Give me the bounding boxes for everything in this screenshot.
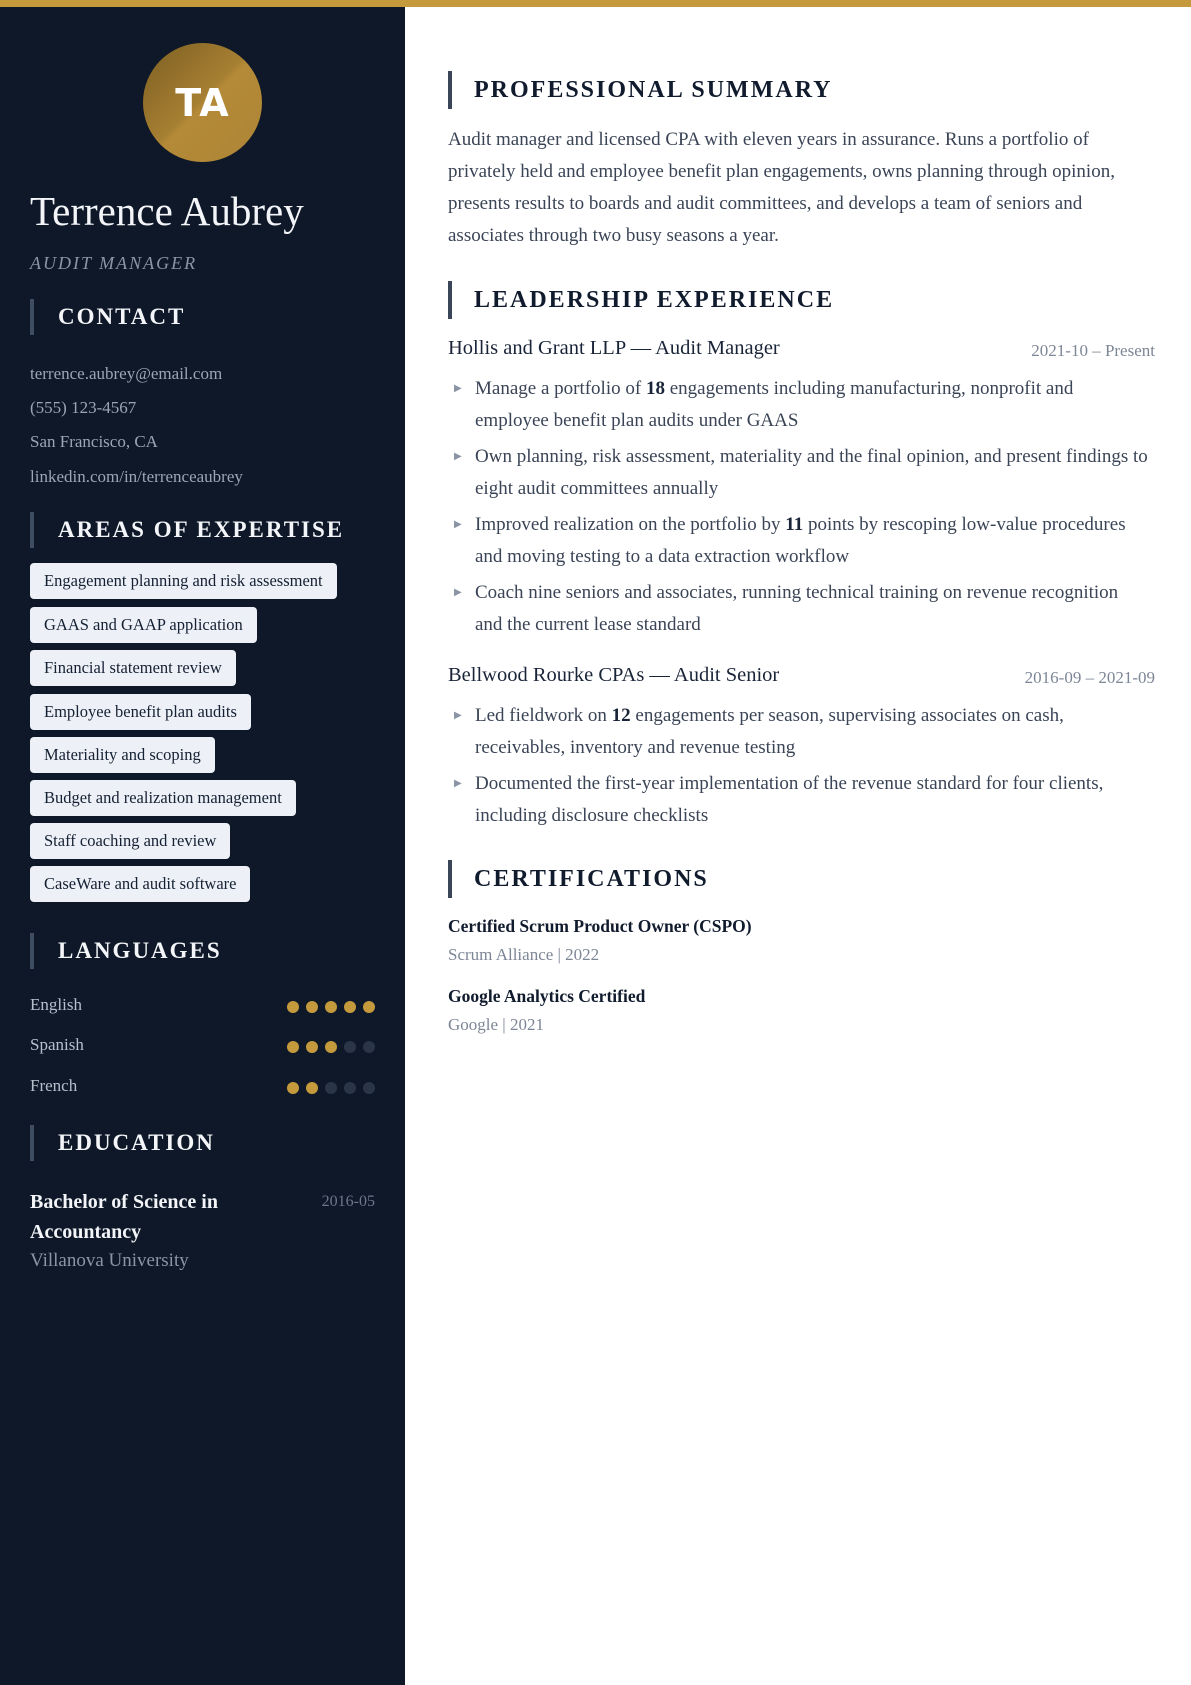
language-level <box>287 1041 375 1053</box>
job-title: Bellwood Rourke CPAs — Audit Senior <box>448 664 780 686</box>
contact-heading: CONTACT <box>30 299 185 335</box>
level-dot-filled <box>287 1041 299 1053</box>
expertise-chip: Staff coaching and review <box>30 823 230 859</box>
expertise-chip: Employee benefit plan audits <box>30 694 251 730</box>
contact-linkedin: linkedin.com/in/terrenceaubrey <box>30 467 243 486</box>
job-title: Hollis and Grant LLP — Audit Manager <box>448 337 780 359</box>
expertise-chip: Budget and realization management <box>30 780 296 816</box>
level-dot-empty <box>363 1041 375 1053</box>
certification-issuer: Scrum Alliance | 2022 <box>448 945 600 964</box>
contact-location: San Francisco, CA <box>30 432 158 451</box>
job-dates: 2021-10 – Present <box>1031 341 1155 360</box>
contact-phone: (555) 123-4567 <box>30 398 137 417</box>
language-name: English <box>30 995 82 1014</box>
language-name: Spanish <box>30 1035 84 1054</box>
bullet-arrow-icon: ▶ <box>454 710 462 721</box>
education-heading: EDUCATION <box>30 1125 215 1161</box>
job-bullet <box>448 509 1148 573</box>
job-dates: 2016-09 – 2021-09 <box>1024 668 1155 687</box>
job-bullet <box>448 700 1148 764</box>
level-dot-empty <box>344 1082 356 1094</box>
contact-email: terrence.aubrey@email.com <box>30 364 223 383</box>
language-name: French <box>30 1076 78 1095</box>
candidate-role: AUDIT MANAGER <box>30 253 198 273</box>
level-dot-filled <box>325 1001 337 1013</box>
certification-name: Certified Scrum Product Owner (CSPO) <box>448 916 752 936</box>
expertise-chip: Materiality and scoping <box>30 737 215 773</box>
languages-heading: LANGUAGES <box>30 933 222 969</box>
expertise-chip: CaseWare and audit software <box>30 866 250 902</box>
language-row <box>30 1035 375 1059</box>
level-dot-filled <box>306 1041 318 1053</box>
level-dot-empty <box>325 1082 337 1094</box>
job-bullets <box>448 700 1148 836</box>
bullet-metric: 18 <box>645 378 665 399</box>
summary-heading: PROFESSIONAL SUMMARY <box>448 71 833 109</box>
job-bullet <box>448 577 1148 641</box>
expertise-chip: Financial statement review <box>30 650 236 686</box>
candidate-name: Terrence Aubrey <box>30 188 304 234</box>
level-dot-filled <box>287 1001 299 1013</box>
level-dot-empty <box>363 1082 375 1094</box>
expertise-chip: Engagement planning and risk assessment <box>30 563 337 599</box>
bullet-arrow-icon: ▶ <box>454 383 462 394</box>
education-date: 2016-05 <box>321 1193 375 1210</box>
certification-issuer: Google | 2021 <box>448 1015 544 1034</box>
level-dot-empty <box>344 1041 356 1053</box>
job-bullet <box>448 441 1148 505</box>
bullet-text: engagements including manufacturing, nonprofit and employee benefit plan audits under GAAS <box>475 378 1074 431</box>
summary-text: Audit manager and licensed CPA with eleven years in assurance. Runs a portfolio of privately held and employee benefit plan engagements, owns planning through opinion, presents results to boards and audit committees, and develops a team of seniors and associates through two busy seasons a year. <box>448 129 1115 246</box>
accent-top-bar <box>0 0 1191 7</box>
bullet-arrow-icon: ▶ <box>454 587 462 598</box>
bullet-text: Coach nine seniors and associates, running technical training on revenue recognition and the current lease standard <box>475 582 1119 635</box>
certifications-heading: CERTIFICATIONS <box>448 860 709 898</box>
job-bullets <box>448 373 1148 645</box>
level-dot-filled <box>306 1082 318 1094</box>
bullet-metric: 11 <box>785 514 804 535</box>
avatar-initials: TA <box>175 80 230 125</box>
certification-name: Google Analytics Certified <box>448 986 646 1006</box>
expertise-heading: AREAS OF EXPERTISE <box>30 512 344 548</box>
level-dot-filled <box>325 1041 337 1053</box>
bullet-text: Improved realization on the portfolio by <box>475 514 786 535</box>
sidebar <box>0 7 405 1685</box>
bullet-text: points by rescoping low-value procedures and moving testing to a data extraction workflow <box>475 514 1126 567</box>
job-bullet <box>448 373 1148 437</box>
bullet-text: Documented the first-year implementation of the revenue standard for four clients, including disclosure checklists <box>475 773 1104 826</box>
bullet-arrow-icon: ▶ <box>454 519 462 530</box>
education-degree: Bachelor of Science in Accountancy <box>30 1191 218 1243</box>
bullet-text: Led fieldwork on <box>475 705 612 726</box>
language-level <box>287 1082 375 1094</box>
language-level <box>287 1001 375 1013</box>
avatar <box>143 43 262 162</box>
bullet-text: Manage a portfolio of <box>475 378 646 399</box>
level-dot-filled <box>306 1001 318 1013</box>
bullet-arrow-icon: ▶ <box>454 451 462 462</box>
bullet-text: engagements per season, supervising associates on cash, receivables, inventory and revenue testing <box>475 705 1064 758</box>
language-row <box>30 995 375 1019</box>
experience-heading: LEADERSHIP EXPERIENCE <box>448 281 834 319</box>
language-row <box>30 1076 375 1100</box>
education-school: Villanova University <box>30 1250 189 1271</box>
expertise-chip: GAAS and GAAP application <box>30 607 257 643</box>
bullet-text: Own planning, risk assessment, materiality and the final opinion, and present findings to eight audit committees annually <box>475 446 1148 499</box>
level-dot-filled <box>287 1082 299 1094</box>
bullet-metric: 12 <box>611 705 631 726</box>
job-bullet <box>448 768 1148 832</box>
level-dot-filled <box>363 1001 375 1013</box>
bullet-arrow-icon: ▶ <box>454 778 462 789</box>
level-dot-filled <box>344 1001 356 1013</box>
